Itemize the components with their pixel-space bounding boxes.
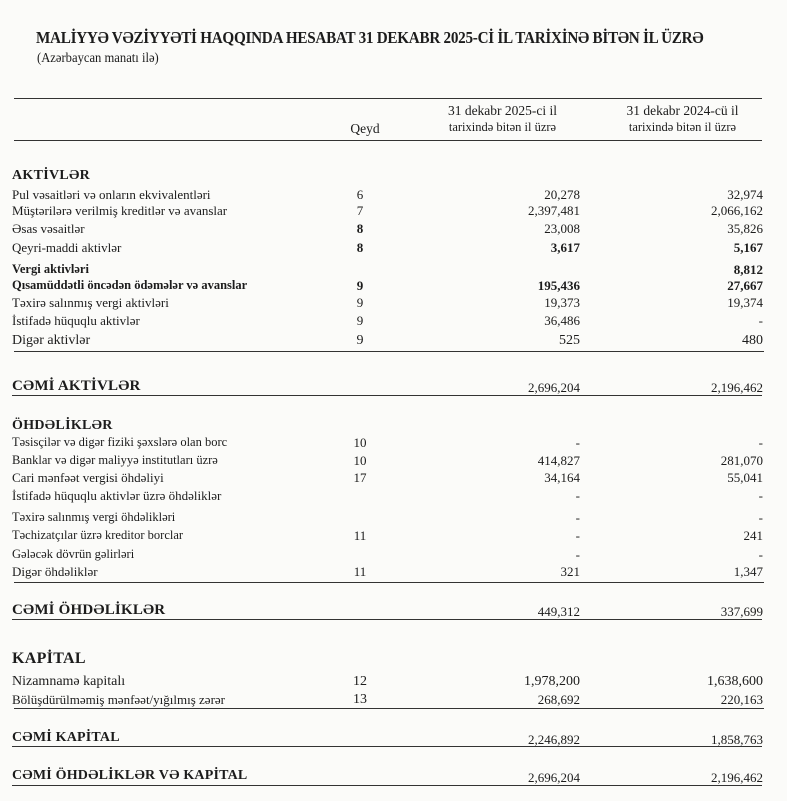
- equity-total-rule: [12, 746, 762, 747]
- row-label: Təxirə salınmış vergi öhdəlikləri: [12, 510, 176, 524]
- row-label: Gələcək dövrün gəlirləri: [12, 547, 135, 561]
- row-value-2025: 1,978,200: [524, 674, 580, 689]
- column-header-2024: [595, 102, 770, 136]
- row-value-2025: 268,692: [537, 692, 580, 707]
- table-row: [0, 203, 787, 220]
- table-row: [0, 221, 787, 238]
- total-value-2025: 2,696,204: [528, 770, 580, 785]
- table-row: [0, 488, 787, 505]
- row-value-2024: -: [758, 488, 763, 503]
- section-heading-assets: AKTİVLƏR: [12, 168, 91, 183]
- row-label: İstifadə hüquqlu aktivlər üzrə öhdəliklər: [12, 488, 222, 503]
- row-value-2024: 241: [743, 528, 763, 543]
- row-value-2025: 321: [560, 564, 580, 579]
- currency-note: (Azərbaycan manatı ilə): [37, 51, 159, 66]
- row-label: Nizamnamə kapitalı: [12, 674, 126, 689]
- row-note: 6: [356, 187, 364, 202]
- equity-subtotal-rule: [14, 708, 764, 709]
- table-row: [0, 262, 787, 279]
- row-note: 9: [356, 333, 364, 348]
- total-label: CƏMİ AKTİVLƏR: [12, 378, 141, 394]
- table-row: [0, 564, 787, 581]
- row-value-2025: 525: [559, 333, 580, 348]
- row-label: Əsas vəsaitlər: [12, 221, 85, 236]
- row-value-2024: 32,974: [727, 187, 763, 202]
- table-row: [0, 187, 787, 204]
- table-row: [0, 240, 787, 257]
- row-note: 10: [353, 435, 367, 450]
- table-row: [0, 470, 787, 487]
- row-note: 12: [353, 674, 367, 689]
- row-note: 17: [353, 470, 367, 485]
- row-value-2024: 8,812: [733, 262, 763, 277]
- header-top-rule: [14, 98, 762, 99]
- row-value-2025: 19,373: [544, 295, 580, 310]
- row-value-2024: 480: [742, 333, 763, 348]
- row-label: Təxirə salınmış vergi aktivləri: [12, 295, 169, 310]
- total-label: CƏMİ ÖHDƏLİKLƏR: [12, 602, 166, 618]
- table-row: [0, 278, 787, 295]
- row-value-2024: 19,374: [727, 295, 763, 310]
- assets-total-rule: [12, 395, 762, 396]
- row-value-2025: 23,008: [544, 221, 580, 236]
- row-label: Təsisçilər və digər fiziki şəxslərə olan borc: [12, 435, 228, 449]
- total-row-equity: [0, 730, 787, 750]
- row-label: Bölüşdürülməmiş mənfəət/yığılmış zərər: [12, 692, 226, 707]
- total-value-2025: 2,246,892: [528, 732, 580, 747]
- row-note: 8: [356, 221, 364, 236]
- row-label: Qısamüddətli öncədən ödəmələr və avanslar: [12, 278, 248, 292]
- total-value-2024: 2,196,462: [711, 380, 763, 395]
- row-value-2024: -: [758, 547, 763, 562]
- row-label: Qeyri-maddi aktivlər: [12, 240, 122, 255]
- total-label: CƏMİ KAPİTAL: [12, 730, 120, 745]
- table-row: [0, 510, 787, 527]
- table-row: [0, 528, 787, 545]
- row-label: İstifadə hüquqlu aktivlər: [12, 313, 140, 328]
- row-label: Vergi aktivləri: [12, 262, 89, 276]
- row-label: Banklar və digər maliyyə institutları üzrə: [12, 453, 218, 467]
- row-note: 9: [356, 295, 364, 310]
- row-note: 7: [356, 203, 364, 218]
- column-header-2025: [415, 102, 590, 136]
- column-header-2024-line2: tarixində bitən il üzrə: [628, 120, 737, 134]
- liabilities-total-rule: [12, 619, 762, 620]
- column-header-note: Qeyd: [350, 121, 380, 136]
- total-value-2025: 449,312: [537, 604, 580, 619]
- table-row: [0, 313, 787, 330]
- row-value-2024: 281,070: [720, 453, 763, 468]
- grand-total-rule: [12, 785, 762, 786]
- total-value-2024: 2,196,462: [711, 770, 763, 785]
- table-row: [0, 333, 787, 350]
- table-row: [0, 435, 787, 452]
- header-bottom-rule: [14, 140, 762, 141]
- column-header-2025-line1: 31 dekabr 2025-ci il: [447, 103, 558, 118]
- row-label: Təchizatçılar üzrə kreditor borclar: [12, 528, 184, 542]
- row-value-2025: -: [575, 510, 580, 525]
- row-value-2024: -: [758, 510, 763, 525]
- row-value-2025: -: [575, 488, 580, 503]
- total-label: CƏMİ ÖHDƏLİKLƏR VƏ KAPİTAL: [12, 768, 248, 783]
- total-value-2024: 1,858,763: [711, 732, 763, 747]
- row-value-2024: 35,826: [727, 221, 763, 236]
- row-value-2025: 20,278: [544, 187, 580, 202]
- section-heading-liabilities: ÖHDƏLİKLƏR: [12, 418, 113, 433]
- row-value-2025: -: [575, 528, 580, 543]
- row-value-2024: 5,167: [733, 240, 763, 255]
- row-label: Digər aktivlər: [12, 333, 91, 348]
- row-note: 10: [353, 453, 367, 468]
- row-value-2024: 55,041: [727, 470, 763, 485]
- row-value-2025: 2,397,481: [528, 203, 580, 218]
- table-row: [0, 674, 787, 691]
- column-header-2024-line1: 31 dekabr 2024-cü il: [626, 103, 739, 118]
- row-note: 11: [353, 564, 367, 579]
- row-value-2025: 3,617: [550, 240, 580, 255]
- row-note: 9: [356, 278, 364, 293]
- total-value-2024: 337,699: [720, 604, 763, 619]
- section-heading-equity: KAPİTAL: [12, 650, 86, 667]
- table-row: [0, 453, 787, 470]
- row-value-2025: -: [575, 435, 580, 450]
- row-value-2024: -: [758, 313, 763, 328]
- row-value-2024: 27,667: [727, 278, 763, 293]
- row-value-2025: 414,827: [537, 453, 580, 468]
- table-row: [0, 547, 787, 564]
- row-value-2025: -: [575, 547, 580, 562]
- row-value-2024: 220,163: [720, 692, 763, 707]
- row-value-2024: 1,347: [733, 564, 763, 579]
- assets-subtotal-rule: [14, 351, 764, 352]
- row-value-2024: 1,638,600: [707, 674, 763, 689]
- row-value-2025: 195,436: [537, 278, 580, 293]
- row-label: Cari mənfəət vergisi öhdəliyi: [12, 470, 164, 485]
- row-note: 8: [356, 240, 364, 255]
- row-value-2025: 36,486: [544, 313, 580, 328]
- row-value-2025: 34,164: [544, 470, 580, 485]
- row-note: 9: [356, 313, 364, 328]
- row-label: Pul vəsaitləri və onların ekvivalentləri: [12, 187, 211, 202]
- report-title: MALİYYƏ VƏZİYYƏTİ HAQQINDA HESABAT 31 DEKABR 2025-Cİ İL TARİXİNƏ BİTƏN İL ÜZRƏ: [36, 28, 704, 47]
- table-row: [0, 692, 787, 709]
- liabilities-subtotal-rule: [14, 582, 764, 583]
- row-value-2024: -: [758, 435, 763, 450]
- column-header-2025-line2: tarixində bitən il üzrə: [448, 120, 557, 134]
- row-note: 13: [353, 692, 367, 707]
- row-label: Müştərilərə verilmiş kreditlər və avanslar: [12, 203, 228, 218]
- table-row: [0, 295, 787, 312]
- row-note: 11: [353, 528, 367, 543]
- total-value-2025: 2,696,204: [528, 380, 580, 395]
- row-label: Digər öhdəliklər: [12, 564, 98, 579]
- row-value-2024: 2,066,162: [711, 203, 763, 218]
